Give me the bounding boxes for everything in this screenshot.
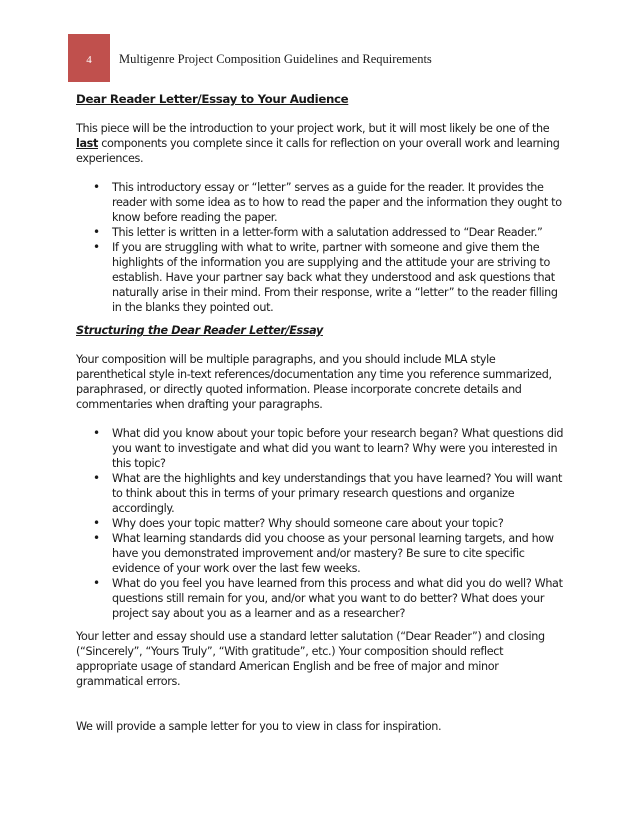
- list-item: • What are the highlights and key understandings that you have learned? You will want to think about this in terms of your primary research questions and organize accordingly.: [112, 471, 566, 516]
- questions-list: [76, 426, 566, 621]
- closing-paragraph: Your letter and essay should use a standard letter salutation (“Dear Reader”) and closing (“Sincerely”, “Yours Truly”, “With gratitude”, etc.) Your composition should reflect appropriate usage of standard American English and be free of major and minor grammatical errors.: [76, 630, 545, 688]
- list-item: • This introductory essay or “letter” serves as a guide for the reader. It provides the reader with some idea as to how to read the paper and the information they ought to know before reading the paper.: [112, 180, 566, 225]
- page-number: 4: [86, 54, 92, 66]
- document-header-title: Multigenre Project Composition Guidelines and Requirements: [119, 52, 432, 66]
- section-heading-dear-reader: Dear Reader Letter/Essay to Your Audience: [76, 92, 349, 106]
- page-number-box: [68, 34, 110, 82]
- list-item: • What learning standards did you choose as your personal learning targets, and how have you demonstrated improvement and/or mastery? Be sure to cite specific evidence of your work over the last few weeks.: [112, 531, 566, 576]
- composition-paragraph: Your composition will be multiple paragraphs, and you should include MLA style parenthetical style in-text references/documentation any time you reference summarized, paraphrased, or directly quoted information. Please incorporate concrete details and commentaries when drafting your paragraphs.: [76, 353, 552, 411]
- section-heading-structuring: Structuring the Dear Reader Letter/Essay: [76, 324, 323, 337]
- emphasis-last: last: [76, 137, 98, 150]
- intro-paragraph: This piece will be the introduction to your project work, but it will most likely be one of the last components you complete since it calls for reflection on your overall work and learning experiences.: [76, 122, 560, 165]
- list-item: • This letter is written in a letter-form with a salutation addressed to “Dear Reader.”: [112, 225, 566, 240]
- final-paragraph: We will provide a sample letter for you to view in class for inspiration.: [76, 720, 442, 733]
- guidelines-list: [76, 180, 566, 315]
- list-item: • What did you know about your topic before your research began? What questions did you want to investigate and what did you want to learn? Why were you interested in this topic?: [112, 426, 566, 471]
- list-item: • Why does your topic matter? Why should someone care about your topic?: [112, 516, 566, 531]
- list-item: • What do you feel you have learned from this process and what did you do well? What questions still remain for you, and/or what you want to do better? What does your project say about you as a learner and as a researcher?: [112, 576, 566, 621]
- list-item: • If you are struggling with what to write, partner with someone and give them the highlights of the information you are supplying and the attitude your are striving to establish. Have your partner say back what they understood and ask questions that naturally arise in their mind. From their response, write a “letter” to the reader filling in the blanks they pointed out.: [112, 240, 566, 315]
- document-body: [76, 92, 566, 748]
